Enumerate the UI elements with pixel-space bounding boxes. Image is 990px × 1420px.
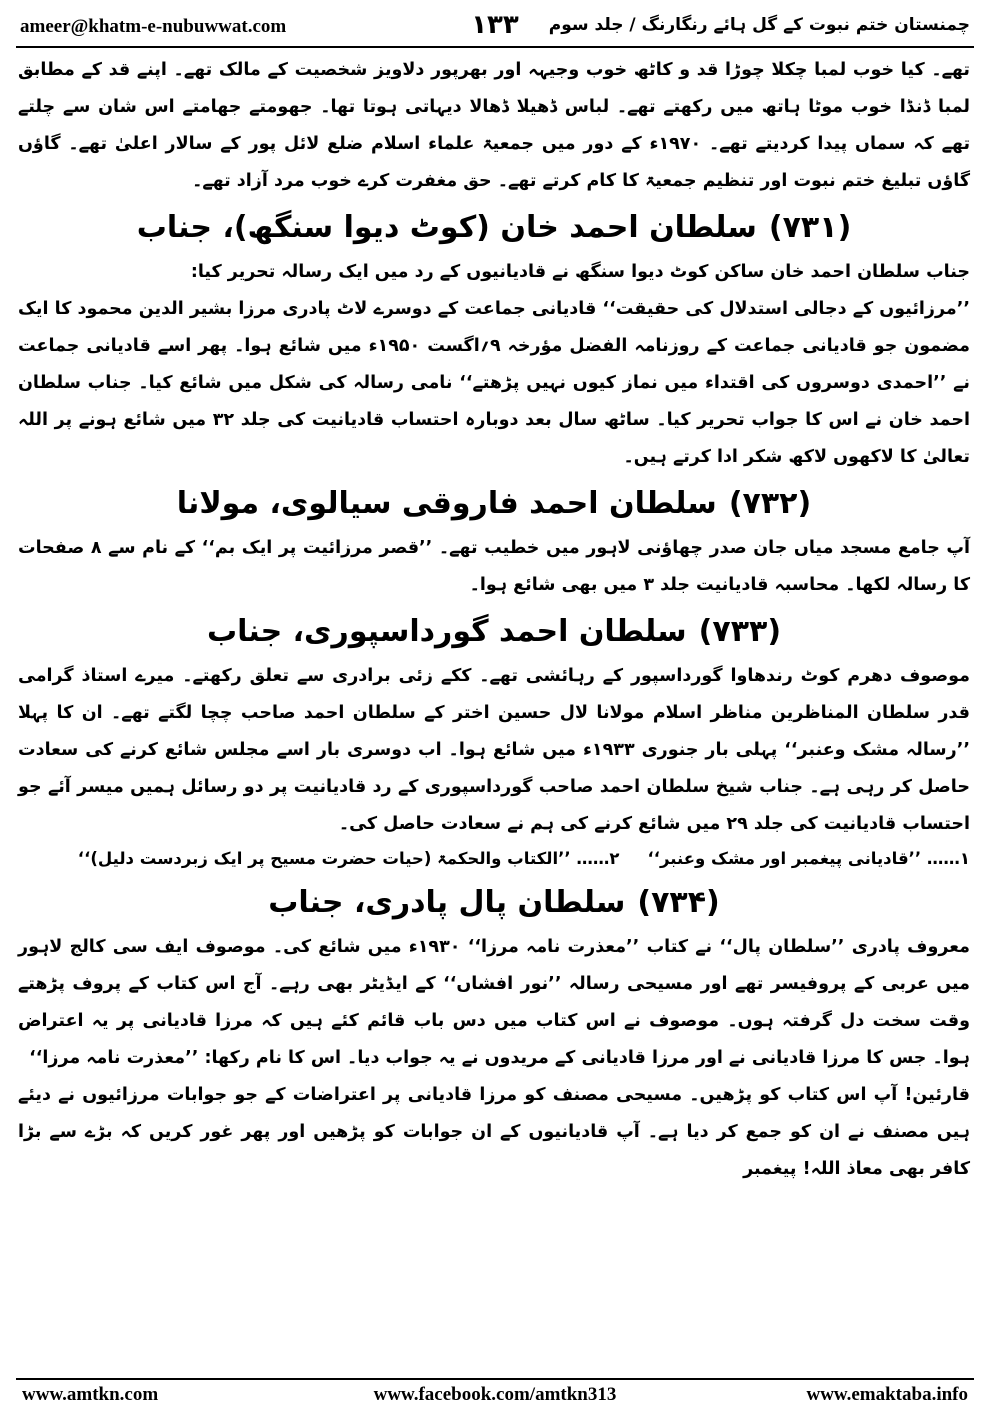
footer-link-facebook[interactable]: www.facebook.com/amtkn313 xyxy=(373,1384,617,1405)
page-number: ۱۳۳ xyxy=(471,10,519,40)
section-heading-733 xyxy=(18,608,970,656)
reference-list xyxy=(18,843,970,875)
section-number: (۷۳۴) xyxy=(637,885,720,920)
section-title: سلطان احمد فاروقی سیالوی، مولانا xyxy=(176,486,717,521)
header-divider xyxy=(16,46,974,48)
book-title: چمنستان ختم نبوت کے گل ہائے رنگارنگ / جلد سوم xyxy=(548,15,970,35)
page-header xyxy=(12,8,978,44)
section-number: (۷۳۳) xyxy=(698,614,782,649)
section-number: (۷۳۱) xyxy=(768,210,852,245)
paragraph: جناب سلطان احمد خان ساکن کوٹ دیوا سنگھ نے قادیانیوں کے رد میں ایک رسالہ تحریر کیا: xyxy=(190,262,970,282)
paragraph: آپ جامع مسجد میاں جان صدر چھاؤنی لاہور میں خطیب تھے۔ ’’قصر مرزائیت پر ایک بم‘‘ کے نام سے ۸ صفحات کا رسالہ لکھا۔ محاسبہ قادیانیت جلد ۳ میں بھی شائع ہوا۔ xyxy=(18,538,970,595)
page-footer xyxy=(22,1384,968,1414)
section-heading-731 xyxy=(18,204,970,252)
section-heading-734 xyxy=(18,879,970,927)
paragraph: معروف پادری ’’سلطان پال‘‘ نے کتاب ’’معذرت نامہ مرزا‘‘ ۱۹۳۰ء میں شائع کی۔ موصوف ایف سی کالج لاہور میں عربی کے پروفیسر تھے اور مسیحی رسالہ ’’نور افشاں‘‘ کے ایڈیٹر بھی رہے۔ آج اس کتاب کے پروف پڑھتے وقت سخت دل گرفتہ ہوں۔ موصوف نے اس کتاب میں دس باب قائم کئے ہیں کہ مرزا قادیانی پر یہ اعتراض ہوا۔ جس کا مرزا قادیانی نے اور مرزا قادیانی کے مریدوں نے یہ جواب دیا۔ اس کا نام رکھا: ’’معذرت نامہ مرزا‘‘ xyxy=(18,937,970,1068)
reference-item: ۲…… ’’الکتاب والحکمۃ (حیات حضرت مسیح پر ایک زبردست دلیل)‘‘ xyxy=(77,849,620,868)
header-email[interactable]: ameer@khatm-e-nubuwwat.com xyxy=(20,16,287,37)
footer-link-emaktaba[interactable]: www.emaktaba.info xyxy=(806,1384,968,1405)
section-title: سلطان احمد گورداسپوری، جناب xyxy=(206,614,687,649)
reference-item: ۱…… ’’قادیانی پیغمبر اور مشک وعنبر‘‘ xyxy=(647,849,970,868)
paragraph: موصوف دھرم کوٹ رندھاوا گورداسپور کے رہائشی تھے۔ ککے زئی برادری سے تعلق رکھتے۔ میرے استاذ گرامی قدر سلطان المناظرین مناظر اسلام مولانا لال حسین اختر کے سلطان احمد صاحب چچا لگتے تھے۔ ان کا پہلا ’’رسالہ مشک وعنبر‘‘ پہلی بار جنوری ۱۹۳۳ء میں شائع ہوا۔ اب دوسری بار اسے مجلس شائع کرنے کی سعادت حاصل کر رہی ہے۔ جناب شیخ سلطان احمد صاحب گورداسپوری کے رد قادیانیت پر دو رسائل ہمیں میسر آئے جو احتساب قادیانیت کی جلد ۲۹ میں شائع کرنے کی ہم نے سعادت حاصل کی۔ xyxy=(18,666,971,834)
page-body xyxy=(18,52,970,1188)
footer-link-amtkn[interactable]: www.amtkn.com xyxy=(22,1384,159,1405)
footer-divider xyxy=(16,1378,974,1380)
paragraph: ’’مرزائیوں کے دجالی استدلال کی حقیقت‘‘ قادیانی جماعت کے دوسرے لاٹ پادری مرزا بشیر الدین محمود کا ایک مضمون جو قادیانی جماعت کے روزنامہ الفضل مؤرخہ ۹؍اگست ۱۹۵۰ء میں شائع ہوا۔ پھر اسے قادیانی جماعت نے ’’احمدی دوسروں کی اقتداء میں نماز کیوں نہیں پڑھتے‘‘ نامی رسالہ کی شکل میں شائع کیا۔ جناب سلطان احمد خان نے اس کا جواب تحریر کیا۔ ساٹھ سال بعد دوبارہ احتساب قادیانیت کی جلد ۳۲ میں شائع ہونے پر اللہ تعالیٰ کا لاکھوں لاکھ شکر ادا کرتے ہیں۔ xyxy=(18,299,970,467)
intro-paragraph: تھے۔ کیا خوب لمبا چکلا چوڑا قد و کاٹھ خوب وجیہہ اور بھرپور دلاویز شخصیت کے مالک تھے۔ اپنے قد کے مطابق لمبا ڈنڈا خوب موٹا ہاتھ میں رکھتے تھے۔ لباس ڈھیلا ڈھالا دیہاتی ہوتا تھا۔ جھومتے جھامتے اس شان سے چلتے تھے کہ سماں پیدا کردیتے تھے۔ ۱۹۷۰ء کے دور میں جمعیۃ علماء اسلام ضلع لائل پور کے سالار اعلیٰ تھے۔ گاؤں گاؤں تبلیغ ختم نبوت اور تنظیم جمعیۃ کا کام کرتے تھے۔ حق مغفرت کرے خوب مرد آزاد تھے۔ xyxy=(18,60,971,191)
section-heading-732 xyxy=(18,480,970,528)
section-number: (۷۳۲) xyxy=(728,486,812,521)
paragraph: قارئین! آپ اس کتاب کو پڑھیں۔ مسیحی مصنف کو مرزا قادیانی پر اعتراضات کے جو جوابات مرزائیوں نے دیئے ہیں مصنف نے ان کو جمع کر دیا ہے۔ آپ قادیانیوں کے ان جوابات کو پڑھیں اور پھر غور کریں کہ بڑے سے بڑا کافر بھی معاذ اللہ! پیغمبر xyxy=(18,1085,970,1179)
section-title: سلطان پال پادری، جناب xyxy=(268,885,626,920)
section-title: سلطان احمد خان (کوٹ دیوا سنگھ)، جناب xyxy=(136,210,757,245)
